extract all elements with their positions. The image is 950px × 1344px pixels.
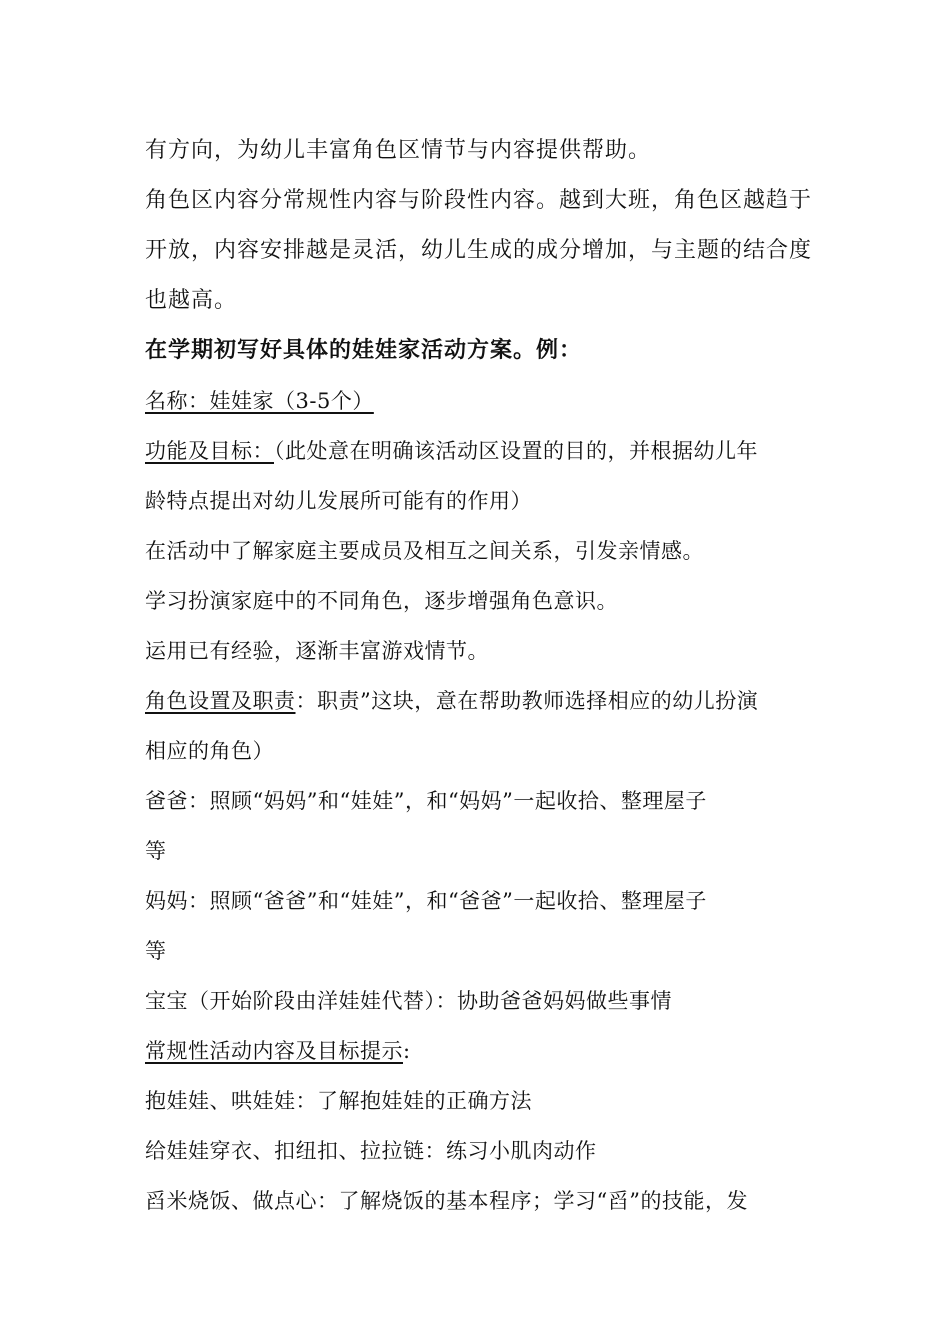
routine-colon: :: [403, 1039, 411, 1063]
function-line: [145, 436, 810, 466]
section-heading: 在学期初写好具体的娃娃家活动方案。例：: [145, 338, 583, 363]
function-note: （此处意在明确该活动区设置的目的，并根据幼儿年: [274, 439, 758, 463]
activity-item: 舀米烧饭、做点心：了解烧饭的基本程序；学习“舀”的技能，发: [145, 1189, 748, 1213]
paragraph-line: 有方向，为幼儿丰富角色区情节与内容提供帮助。: [145, 138, 652, 163]
paragraph-line: 相应的角色）: [145, 739, 274, 763]
function-heading: 功能及目标：: [145, 439, 274, 463]
name-heading: 名称：娃娃家（3-5个）: [145, 389, 374, 413]
role-item: 宝宝（开始阶段由洋娃娃代替）：协助爸爸妈妈做些事情: [145, 989, 672, 1013]
paragraph-line: 开放，内容安排越是灵活，幼儿生成的成分增加，与主题的结合度: [145, 238, 813, 263]
role-note: ：职责”这块，意在帮助教师选择相应的幼儿扮演: [295, 689, 759, 713]
goal-item: 学习扮演家庭中的不同角色，逐步增强角色意识。: [145, 589, 618, 613]
routine-heading: 常规性活动内容及目标提示: [145, 1039, 403, 1063]
paragraph-line: 角色区内容分常规性内容与阶段性内容。越到大班，角色区越趋于: [145, 188, 813, 213]
paragraph-line: 等: [145, 839, 167, 863]
goal-item: 在活动中了解家庭主要成员及相互之间关系，引发亲情感。: [145, 539, 704, 563]
activity-item: 给娃娃穿衣、扣纽扣、拉拉链：练习小肌肉动作: [145, 1139, 597, 1163]
paragraph-line: 也越高。: [145, 288, 238, 313]
activity-item: 抱娃娃、哄娃娃：了解抱娃娃的正确方法: [145, 1089, 532, 1113]
role-heading: 角色设置及职责: [145, 689, 296, 713]
paragraph-line: 等: [145, 939, 167, 963]
routine-line: [145, 1036, 810, 1066]
title-line: [145, 386, 810, 416]
role-item: 妈妈：照顾“爸爸”和“娃娃”，和“爸爸”一起收拾、整理屋子: [145, 889, 707, 913]
paragraph-line: 龄特点提出对幼儿发展所可能有的作用）: [145, 489, 532, 513]
role-line: [145, 686, 810, 716]
role-item: 爸爸：照顾“妈妈”和“娃娃”，和“妈妈”一起收拾、整理屋子: [145, 789, 707, 813]
goal-item: 运用已有经验，逐渐丰富游戏情节。: [145, 639, 489, 663]
